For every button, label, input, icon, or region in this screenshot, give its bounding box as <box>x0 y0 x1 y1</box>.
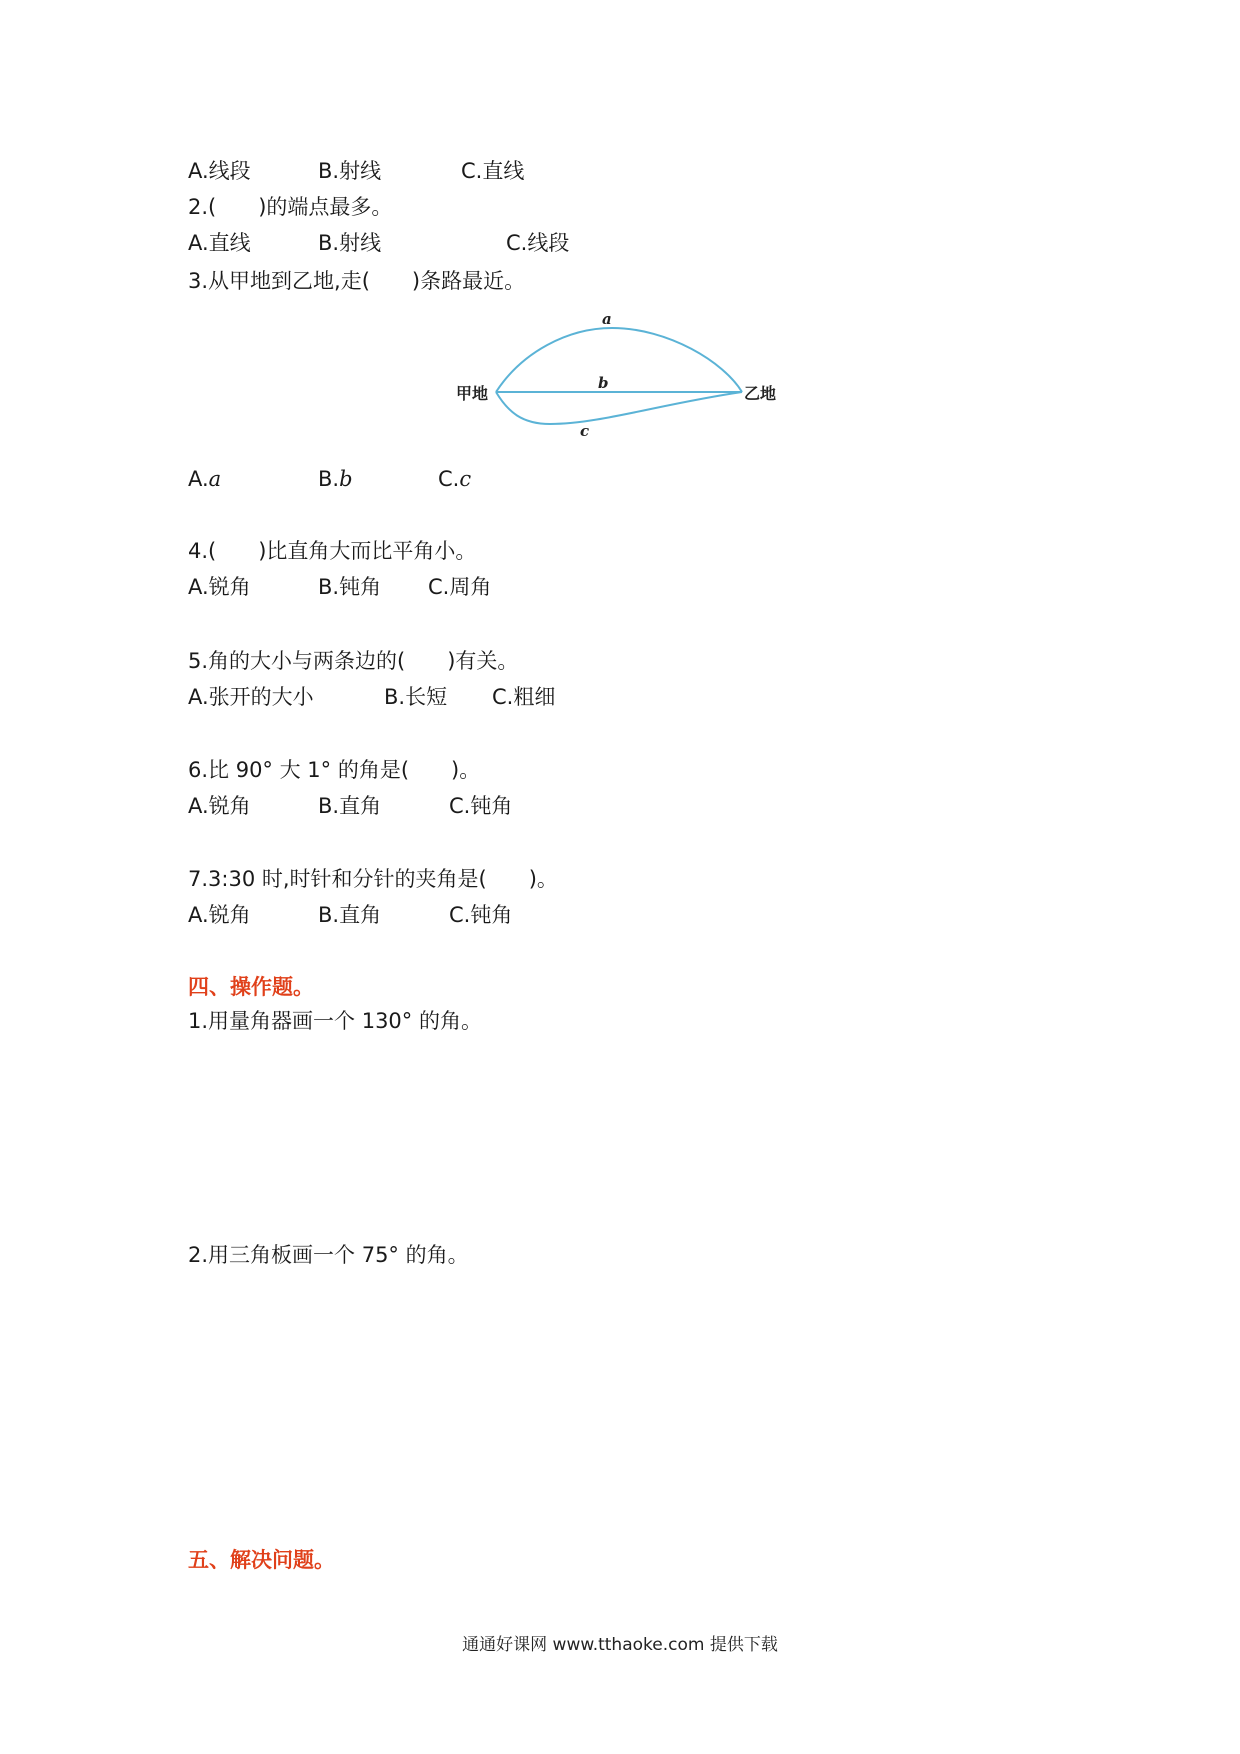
q7-option-a: A.锐角 <box>188 903 251 927</box>
section4-item-1: 1.用量角器画一个 130° 的角。 <box>188 1009 482 1033</box>
page-footer: 通通好课网 www.tthaoke.com 提供下载 <box>462 1635 778 1655</box>
q3-option-b <box>318 464 353 494</box>
q4-option-c: C.周角 <box>428 575 492 599</box>
q1-option-a: A.线段 <box>188 159 251 183</box>
q4-option-b: B.钝角 <box>318 575 382 599</box>
q3-route-figure <box>450 300 800 450</box>
route-c-label: c <box>580 422 590 440</box>
q3-option-c-prefix: C. <box>438 467 460 491</box>
q3-option-b-prefix: B. <box>318 467 340 491</box>
route-a-curve <box>496 328 742 392</box>
q4-option-a: A.锐角 <box>188 575 251 599</box>
q5-question: 5.角的大小与两条边的( )有关。 <box>188 649 519 673</box>
q3-option-a-value: a <box>208 467 222 491</box>
q6-option-c: C.钝角 <box>449 794 513 818</box>
q6-option-b: B.直角 <box>318 794 382 818</box>
section5-heading: 五、解决问题。 <box>188 1548 335 1572</box>
q5-option-a: A.张开的大小 <box>188 685 314 709</box>
q6-question: 6.比 90° 大 1° 的角是( )。 <box>188 758 481 782</box>
route-c-curve <box>496 392 742 424</box>
q1-option-b: B.射线 <box>318 159 382 183</box>
route-a-label: a <box>602 310 612 328</box>
q3-option-a <box>188 464 221 494</box>
q3-option-c <box>438 464 471 494</box>
q5-option-c: C.粗细 <box>492 685 556 709</box>
end-label: 乙地 <box>744 384 777 403</box>
q3-question: 3.从甲地到乙地,走( )条路最近。 <box>188 269 526 293</box>
q1-option-c: C.直线 <box>461 159 525 183</box>
q3-option-c-value: c <box>459 467 472 491</box>
q4-question: 4.( )比直角大而比平角小。 <box>188 539 477 563</box>
q7-option-b: B.直角 <box>318 903 382 927</box>
q7-option-c: C.钝角 <box>449 903 513 927</box>
q2-option-c: C.线段 <box>506 231 570 255</box>
q3-option-b-value: b <box>339 467 353 491</box>
q2-question: 2.( )的端点最多。 <box>188 195 393 219</box>
q6-option-a: A.锐角 <box>188 794 251 818</box>
start-label: 甲地 <box>456 384 489 403</box>
q3-option-a-prefix: A. <box>188 467 209 491</box>
q2-option-a: A.直线 <box>188 231 251 255</box>
section4-item-2: 2.用三角板画一个 75° 的角。 <box>188 1243 469 1267</box>
route-b-label: b <box>598 374 609 392</box>
section4-heading: 四、操作题。 <box>188 975 314 999</box>
q7-question: 7.3:30 时,时针和分针的夹角是( )。 <box>188 867 558 891</box>
q2-option-b: B.射线 <box>318 231 382 255</box>
q5-option-b: B.长短 <box>384 685 448 709</box>
